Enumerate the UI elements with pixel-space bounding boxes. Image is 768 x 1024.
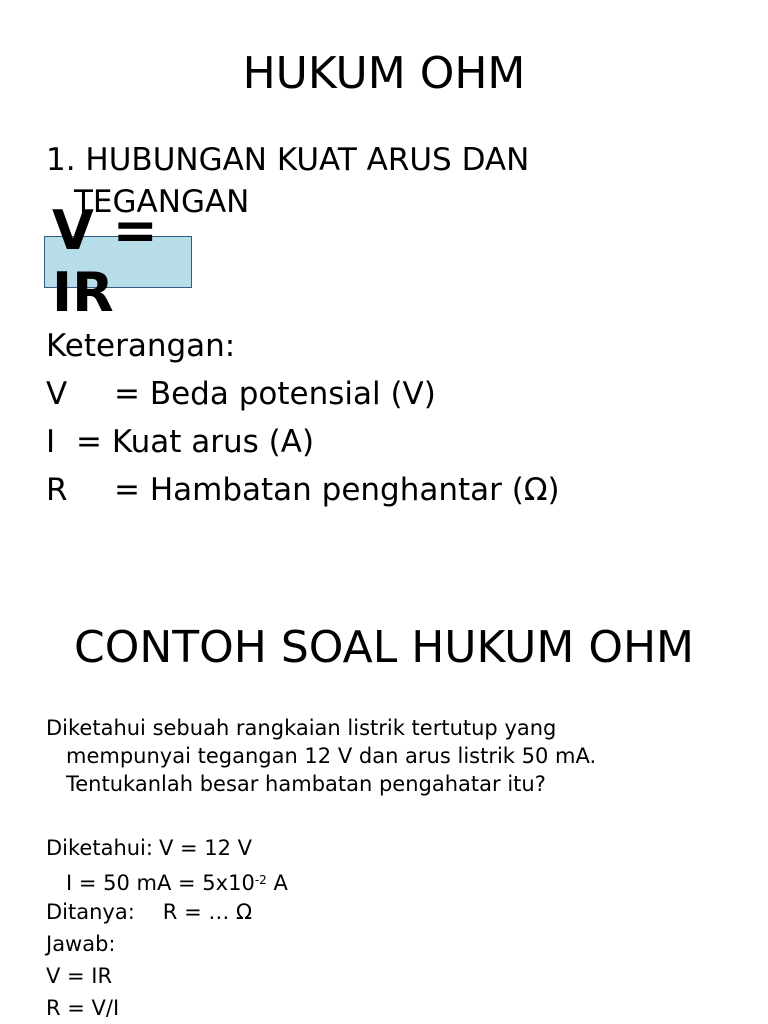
ditanya-line: [46, 896, 252, 928]
jawab-label: Jawab:: [46, 932, 116, 956]
diketahui-v: V = 12 V: [158, 836, 253, 860]
diketahui-i-line: [66, 864, 288, 899]
definition-symbol: V: [46, 376, 68, 412]
ditanya-label: Ditanya:: [46, 900, 135, 924]
slide2-title: CONTOH SOAL HUKUM OHM: [73, 622, 695, 673]
jawab-step-1: V = IR: [46, 964, 113, 988]
diketahui-label: Diketahui:: [46, 836, 153, 860]
ditanya-value: R = … Ω: [162, 900, 253, 924]
problem-line: mempunyai tegangan 12 V dan arus listrik 50 mA.: [66, 744, 597, 768]
problem-line: Diketahui sebuah rangkaian listrik tertutup yang: [46, 716, 557, 740]
definition-symbol: R: [46, 472, 68, 508]
section-heading-line1: 1. HUBUNGAN KUAT ARUS DAN: [46, 142, 530, 178]
problem-statement: [46, 714, 746, 798]
definition-symbol: I: [46, 424, 56, 460]
diketahui-i-unit: A: [266, 871, 288, 895]
definition-text: = Hambatan penghantar (Ω): [114, 472, 560, 508]
slide1-title: HUKUM OHM: [242, 48, 526, 99]
ohm-formula: V = IR: [52, 199, 158, 324]
diketahui-i: I = 50 mA = 5x10: [66, 871, 255, 895]
exponent: -2: [254, 873, 267, 887]
diketahui-line: [46, 832, 252, 864]
keterangan-label: Keterangan:: [46, 328, 236, 364]
definition-text: = Beda potensial (V): [114, 376, 436, 412]
section-heading-line2: TEGANGAN: [74, 184, 250, 220]
definition-text: = Kuat arus (A): [76, 424, 315, 460]
problem-line: Tentukanlah besar hambatan pengahatar itu?: [66, 772, 546, 796]
jawab-step-2: R = V/I: [46, 996, 120, 1020]
